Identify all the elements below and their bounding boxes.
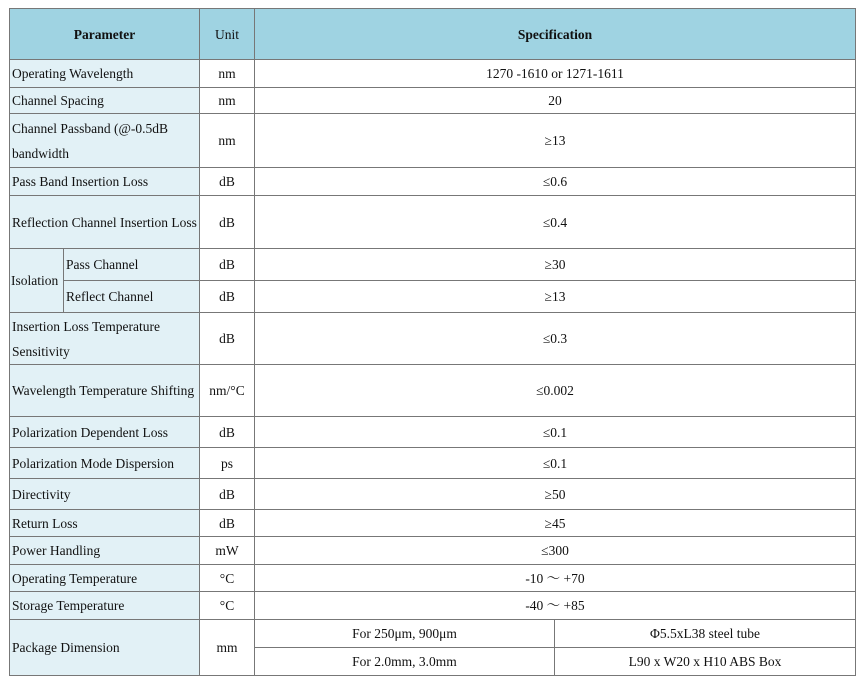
package-condition-cell: For 250μm, 900μm xyxy=(255,620,555,648)
param-cell: Return Loss xyxy=(10,510,200,537)
param-cell: Package Dimension xyxy=(10,620,200,676)
spec-cell: ≤0.6 xyxy=(255,168,856,196)
isolation-label: Isolation xyxy=(10,249,64,313)
spec-cell: 20 xyxy=(255,88,856,114)
table-row-isolation-reflect xyxy=(10,281,856,313)
spec-cell: ≥30 xyxy=(255,249,856,281)
unit-cell: dB xyxy=(200,479,255,510)
table-row-isolation-pass xyxy=(10,249,856,281)
table-row xyxy=(10,537,856,565)
table-row xyxy=(10,196,856,249)
spec-cell: ≥13 xyxy=(255,281,856,313)
unit-cell: nm xyxy=(200,88,255,114)
header-specification: Specification xyxy=(255,9,856,60)
table-row xyxy=(10,565,856,592)
param-cell: Pass Channel xyxy=(64,249,200,281)
package-value-cell: Φ5.5xL38 steel tube xyxy=(555,620,856,648)
unit-cell: mm xyxy=(200,620,255,676)
spec-cell: ≤0.002 xyxy=(255,365,856,417)
param-cell: Polarization Mode Dispersion xyxy=(10,448,200,479)
header-row xyxy=(10,9,856,60)
param-cell: Operating Temperature xyxy=(10,565,200,592)
spec-cell: -40 ～ +85 xyxy=(255,592,856,620)
unit-cell: dB xyxy=(200,417,255,448)
spec-cell: ≥50 xyxy=(255,479,856,510)
unit-cell: nm xyxy=(200,60,255,88)
unit-cell: dB xyxy=(200,313,255,365)
table-row xyxy=(10,168,856,196)
unit-cell: dB xyxy=(200,281,255,313)
header-unit: Unit xyxy=(200,9,255,60)
unit-cell: mW xyxy=(200,537,255,565)
spec-cell: ≤300 xyxy=(255,537,856,565)
spec-cell: ≤0.1 xyxy=(255,448,856,479)
param-cell: Storage Temperature xyxy=(10,592,200,620)
table-row xyxy=(10,365,856,417)
param-cell: Channel Passband (@-0.5dB bandwidth xyxy=(10,114,200,168)
spec-cell: ≤0.4 xyxy=(255,196,856,249)
table-row xyxy=(10,114,856,168)
param-cell: Power Handling xyxy=(10,537,200,565)
table-row xyxy=(10,60,856,88)
param-cell: Reflect Channel xyxy=(64,281,200,313)
unit-cell: dB xyxy=(200,249,255,281)
spec-cell: ≤0.1 xyxy=(255,417,856,448)
param-cell: Reflection Channel Insertion Loss xyxy=(10,196,200,249)
table-row xyxy=(10,479,856,510)
param-cell: Pass Band Insertion Loss xyxy=(10,168,200,196)
spec-cell: ≥13 xyxy=(255,114,856,168)
param-cell: Wavelength Temperature Shifting xyxy=(10,365,200,417)
table-row xyxy=(10,417,856,448)
table-row xyxy=(10,313,856,365)
param-cell: Polarization Dependent Loss xyxy=(10,417,200,448)
spec-cell: 1270 -1610 or 1271-1611 xyxy=(255,60,856,88)
header-parameter: Parameter xyxy=(10,9,200,60)
param-cell: Insertion Loss Temperature Sensitivity xyxy=(10,313,200,365)
unit-cell: °C xyxy=(200,592,255,620)
table-row xyxy=(10,510,856,537)
package-value-cell: L90 x W20 x H10 ABS Box xyxy=(555,648,856,676)
package-condition-cell: For 2.0mm, 3.0mm xyxy=(255,648,555,676)
spec-cell: ≥45 xyxy=(255,510,856,537)
unit-cell: dB xyxy=(200,168,255,196)
spec-cell: -10 ～ +70 xyxy=(255,565,856,592)
param-cell: Channel Spacing xyxy=(10,88,200,114)
unit-cell: °C xyxy=(200,565,255,592)
unit-cell: nm/°C xyxy=(200,365,255,417)
unit-cell: nm xyxy=(200,114,255,168)
table-row xyxy=(10,448,856,479)
spec-cell: ≤0.3 xyxy=(255,313,856,365)
unit-cell: ps xyxy=(200,448,255,479)
table-row xyxy=(10,592,856,620)
unit-cell: dB xyxy=(200,510,255,537)
table-row xyxy=(10,88,856,114)
param-cell: Operating Wavelength xyxy=(10,60,200,88)
unit-cell: dB xyxy=(200,196,255,249)
param-cell: Directivity xyxy=(10,479,200,510)
spec-table xyxy=(9,8,856,676)
table-row-package-1 xyxy=(10,620,856,648)
